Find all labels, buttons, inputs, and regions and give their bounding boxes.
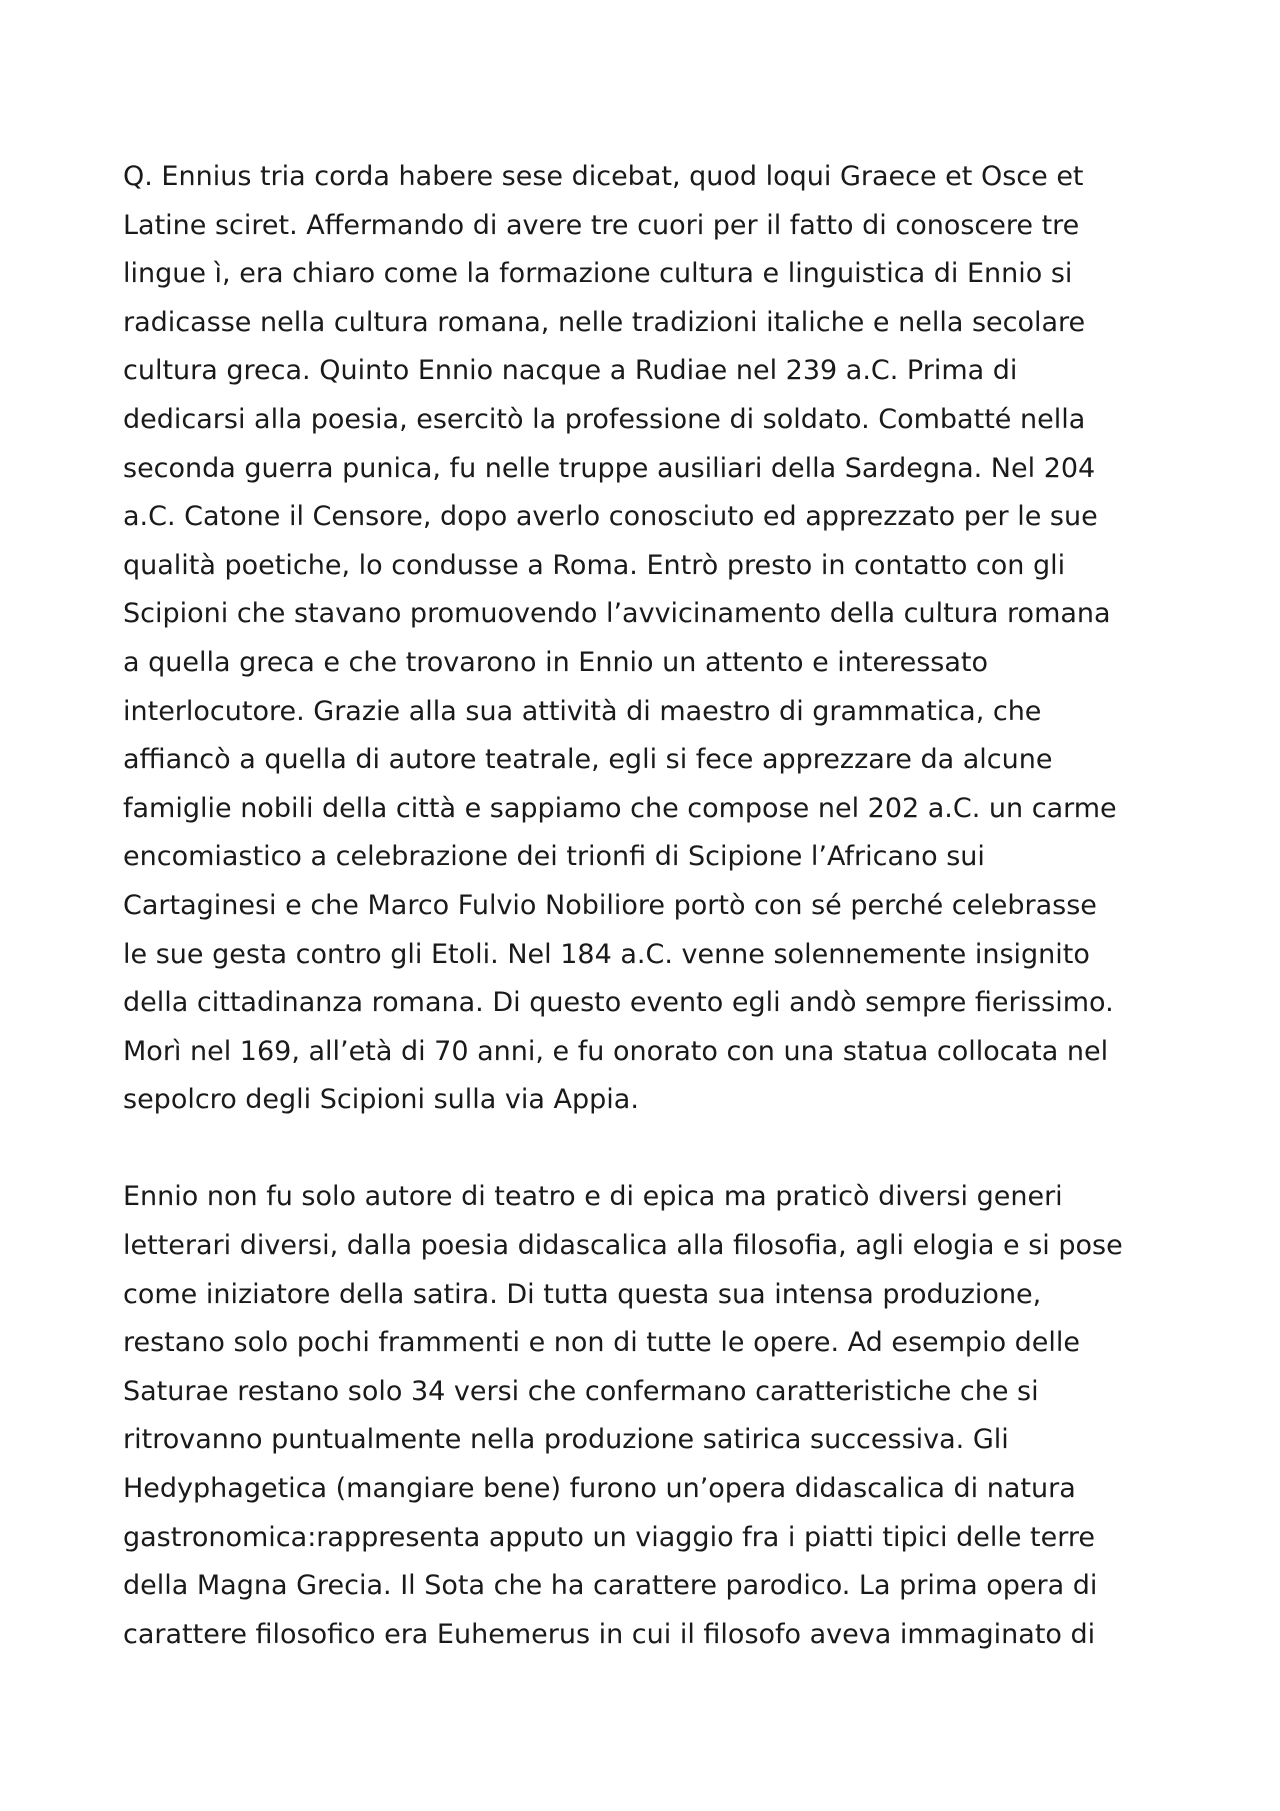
text-line: seconda guerra punica, fu nelle truppe ausiliari della Sardegna. Nel 204 — [123, 452, 1096, 484]
text-line: Hedyphagetica (mangiare bene) furono un’opera didascalica di natura — [123, 1473, 1076, 1505]
text-line: Scipioni che stavano promuovendo l’avvicinamento della cultura romana — [123, 598, 1111, 630]
text-line: gastronomica:rappresenta apputo un viaggio fra i piatti tipici delle terre — [123, 1521, 1095, 1553]
text-line: carattere filosofico era Euhemerus in cui il filosofo aveva immaginato di — [123, 1618, 1096, 1650]
text-line: Q. Ennius tria corda habere sese dicebat, quod loqui Graece et Osce et — [123, 161, 1084, 192]
text-line: sepolcro degli Scipioni sulla via Appia. — [123, 1084, 639, 1116]
text-line: Cartaginesi e che Marco Fulvio Nobiliore portò con sé perché celebrasse — [123, 889, 1097, 921]
paragraph-2 — [123, 1173, 1163, 1659]
text-line: della cittadinanza romana. Di questo evento egli andò sempre fierissimo. — [123, 987, 1114, 1019]
text-line: della Magna Grecia. Il Sota che ha carattere parodico. La prima opera di — [123, 1570, 1098, 1602]
paragraph-1 — [123, 153, 1163, 1125]
text-line: cultura greca. Quinto Ennio nacque a Rudiae nel 239 a.C. Prima di — [123, 355, 1018, 387]
text-line: a quella greca e che trovarono in Ennio un attento e interessato — [123, 646, 989, 678]
text-line: restano solo pochi frammenti e non di tutte le opere. Ad esempio delle — [123, 1327, 1081, 1359]
text-line: dedicarsi alla poesia, esercitò la professione di soldato. Combatté nella — [123, 403, 1086, 435]
text-line: encomiastico a celebrazione dei trionfi di Scipione l’Africano sui — [123, 841, 985, 873]
text-line: Saturae restano solo 34 versi che confermano caratteristiche che si — [123, 1375, 1039, 1407]
text-line: affiancò a quella di autore teatrale, egli si fece apprezzare da alcune — [123, 744, 1053, 776]
text-line: Latine sciret. Affermando di avere tre cuori per il fatto di conoscere tre — [123, 209, 1080, 241]
text-line: famiglie nobili della città e sappiamo che compose nel 202 a.C. un carme — [123, 792, 1117, 824]
text-line: Morì nel 169, all’età di 70 anni, e fu onorato con una statua collocata nel — [123, 1035, 1109, 1067]
text-line: lingue ì, era chiaro come la formazione cultura e linguistica di Ennio si — [123, 258, 1073, 290]
text-line: Ennio non fu solo autore di teatro e di epica ma praticò diversi generi — [123, 1181, 1063, 1213]
text-line: come iniziatore della satira. Di tutta questa sua intensa produzione, — [123, 1278, 1042, 1310]
text-line: a.C. Catone il Censore, dopo averlo conosciuto ed apprezzato per le sue — [123, 501, 1098, 533]
document-body — [123, 153, 1163, 1659]
text-line: interlocutore. Grazie alla sua attività di maestro di grammatica, che — [123, 695, 1042, 727]
text-line: ritrovanno puntualmente nella produzione satirica successiva. Gli — [123, 1424, 1009, 1456]
text-line: le sue gesta contro gli Etoli. Nel 184 a.C. venne solennemente insignito — [123, 938, 1090, 970]
text-line: letterari diversi, dalla poesia didascalica alla filosofia, agli elogia e si pose — [123, 1230, 1123, 1262]
text-line: radicasse nella cultura romana, nelle tradizioni italiche e nella secolare — [123, 306, 1086, 338]
text-line: qualità poetiche, lo condusse a Roma. Entrò presto in contatto con gli — [123, 549, 1066, 581]
